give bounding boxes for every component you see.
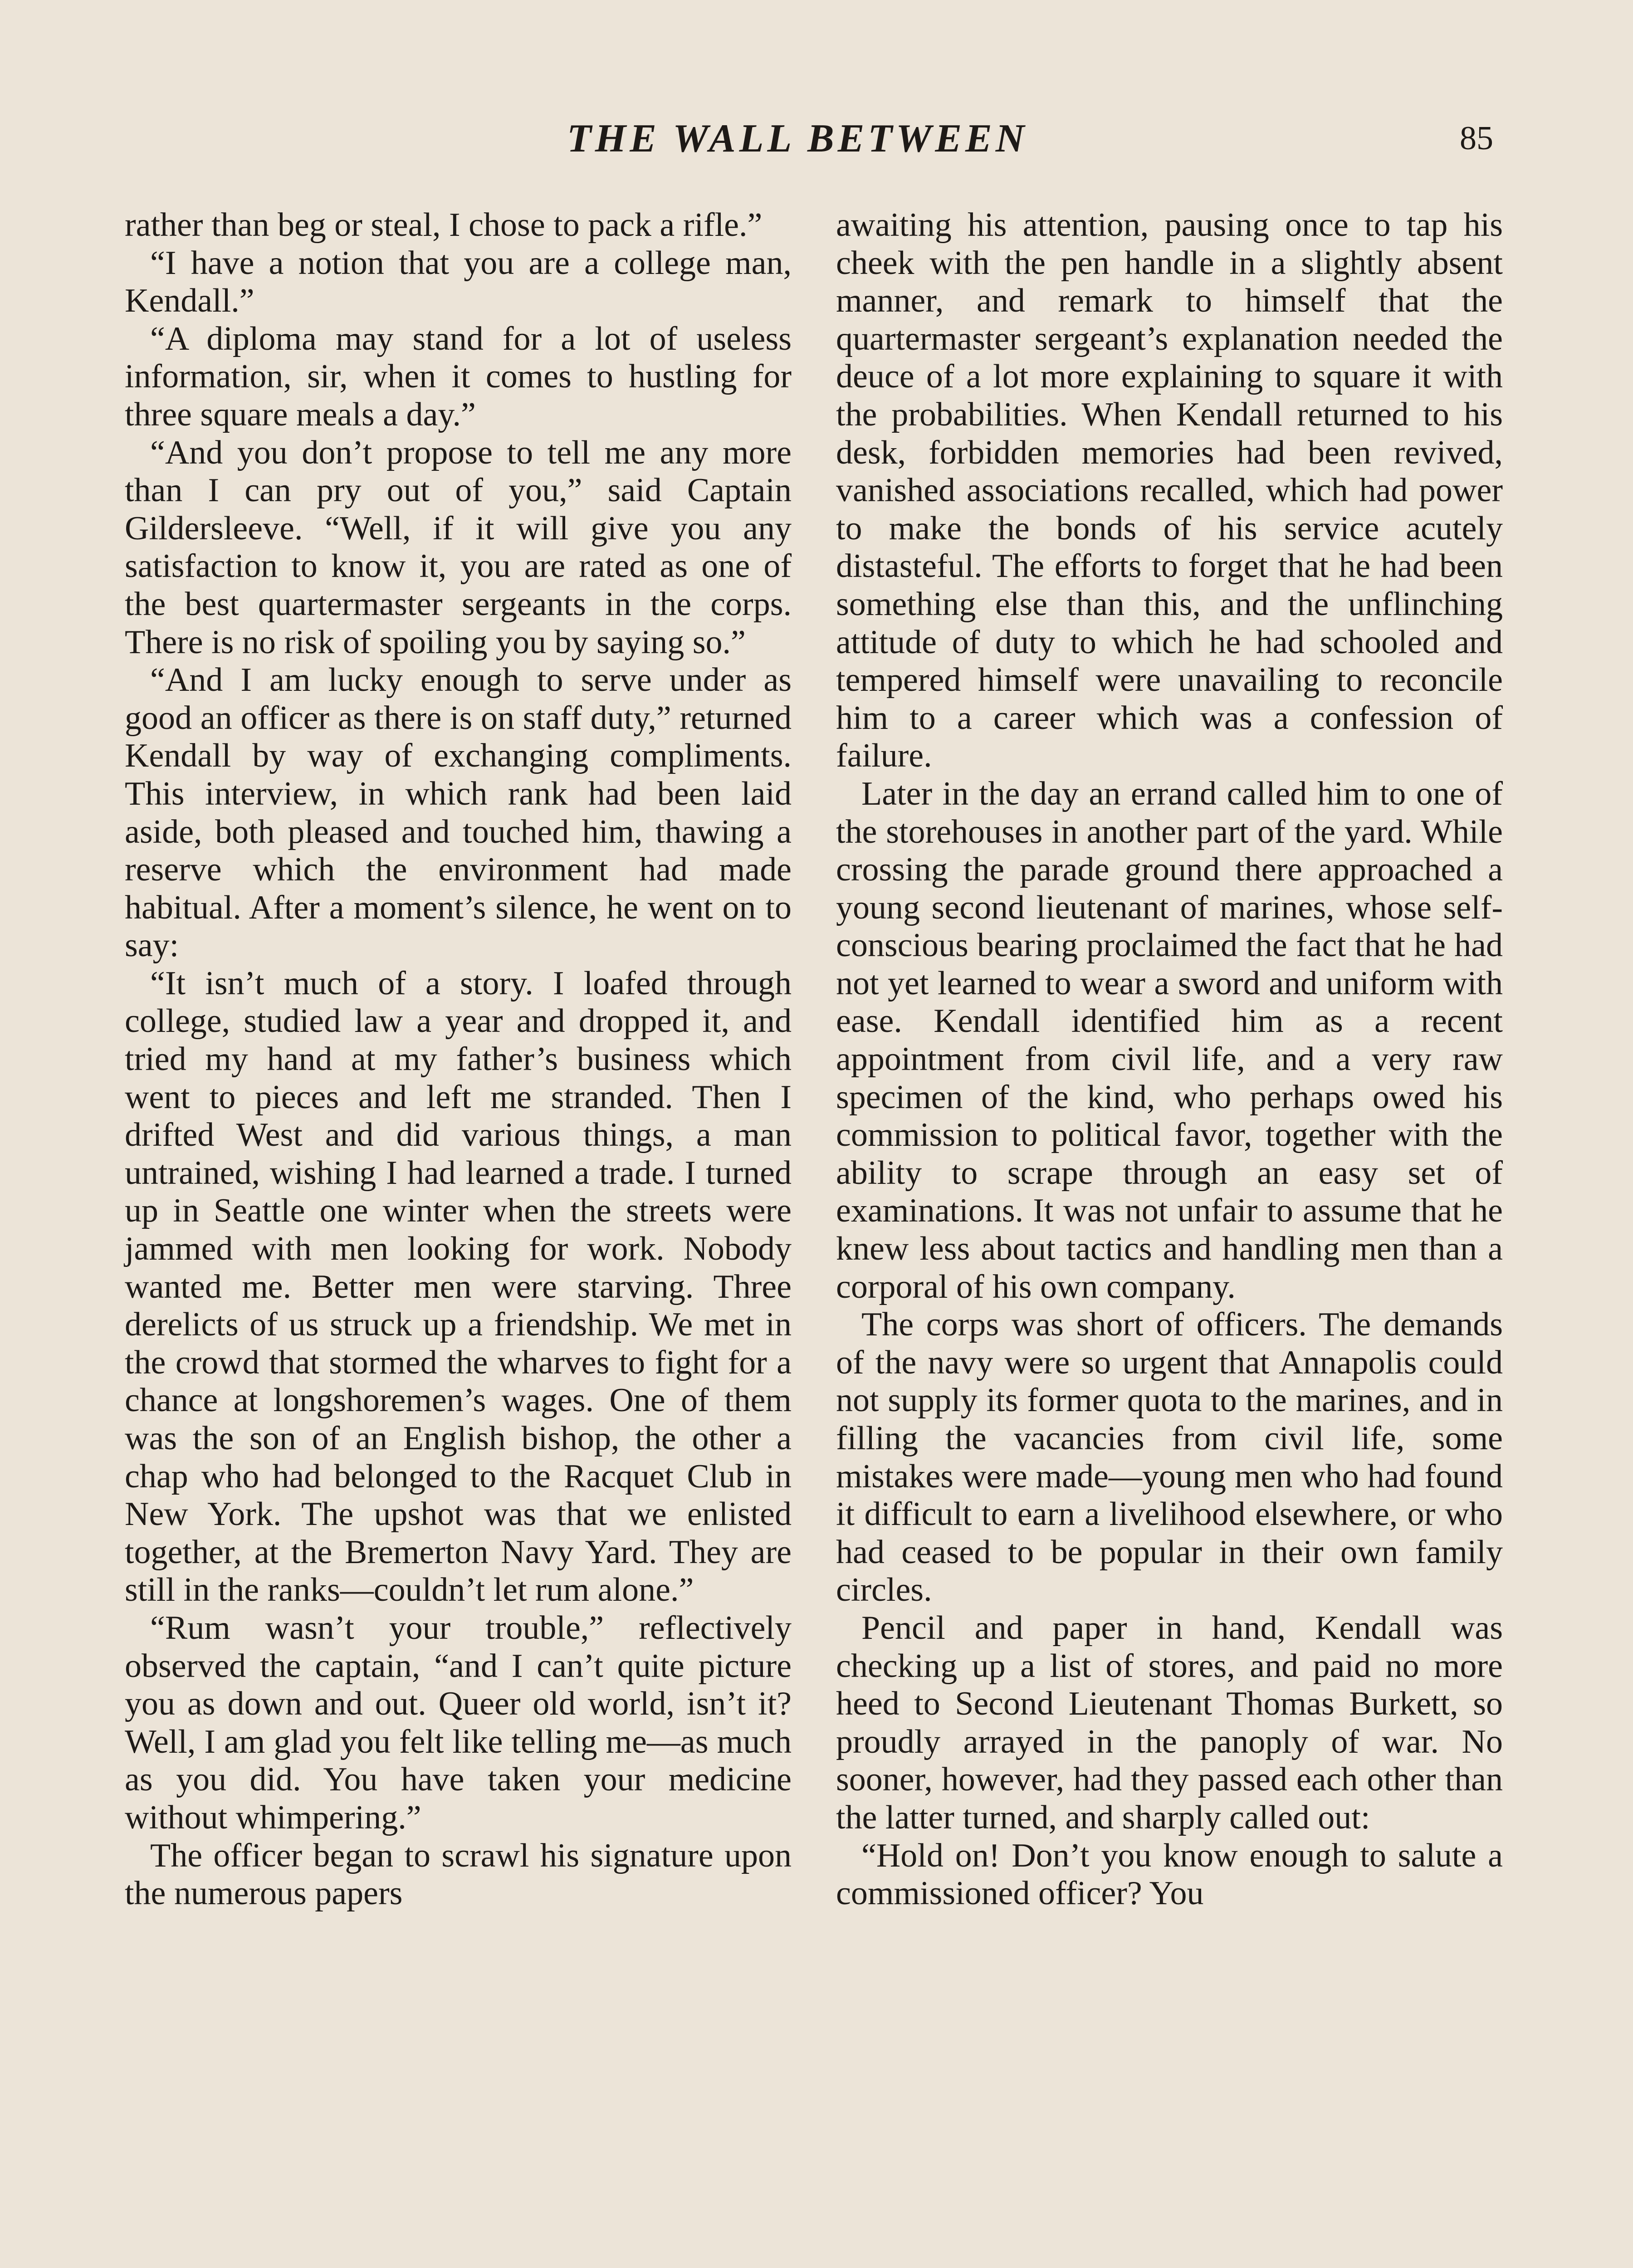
paragraph: The corps was short of officers. The demands of the navy were so urgent that Annapolis could not supply its former quota to the marines, and in filling the vacancies from civil life, some mistakes were made—young men who had found it difficult to earn a livelihood elsewhere, or who had ceased to be popular in their own family circles. [836,1306,1503,1609]
paragraph: “I have a notion that you are a college man, Kendall.” [125,244,792,320]
paragraph: “Hold on! Don’t you know enough to salute a commissioned officer? You [836,1837,1503,1912]
paragraph: “It isn’t much of a story. I loafed through college, studied law a year and dropped it, and tried my hand at my father’s business which went to pieces and left me stranded. Then I drifted West and did various things, a man untrained, wishing I had learned a trade. I turned up in Seattle one winter when the streets were jammed with men looking for work. Nobody wanted me. Better men were starving. Three derelicts of us struck up a friendship. We met in the crowd that stormed the wharves to fight for a chance at longshoremen’s wages. One of them was the son of an English bishop, the other a chap who had belonged to the Racquet Club in New York. The upshot was that we enlisted together, at the Bremerton Navy Yard. They are still in the ranks—couldn’t let rum alone.” [125,964,792,1609]
paragraph: “And you don’t propose to tell me any more than I can pry out of you,” said Captain Gildersleeve. “Well, if it will give you any satisfaction to know it, you are rated as one of the best quartermaster sergeants in the corps. There is no risk of spoiling you by saying so.” [125,434,792,661]
paragraph: Later in the day an errand called him to one of the storehouses in another part of the yard. While crossing the parade ground there approached a young second lieutenant of marines, whose self-conscious bearing proclaimed the fact that he had not yet learned to wear a sword and uniform with ease. Kendall identified him as a recent appointment from civil life, and a very raw specimen of the kind, who perhaps owed his commission to political favor, together with the ability to scrape through an easy set of examinations. It was not unfair to assume that he knew less about tactics and handling men than a corporal of his own company. [836,775,1503,1305]
paragraph: awaiting his attention, pausing once to tap his cheek with the pen handle in a slightly absent manner, and remark to himself that the quartermaster sergeant’s explanation needed the deuce of a lot more explaining to square it with the probabilities. When Kendall returned to his desk, forbidden memories had been revived, vanished associations recalled, which had power to make the bonds of his service acutely distasteful. The efforts to forget that he had been something else than this, and the unflinching attitude of duty to which he had schooled and tempered himself were unavailing to reconcile him to a career which was a confession of failure. [836,206,1503,775]
paragraph: “And I am lucky enough to serve under as good an officer as there is on staff duty,” returned Kendall by way of exchanging compliments. This interview, in which rank had been laid aside, both pleased and touched him, thawing a reserve which the environment had made habitual. After a moment’s silence, he went on to say: [125,661,792,964]
left-column [125,206,792,1913]
paragraph: The officer began to scrawl his signature upon the numerous papers [125,1837,792,1912]
page-header [0,116,1633,166]
paragraph: “A diploma may stand for a lot of useless information, sir, when it comes to hustling for three square meals a day.” [125,320,792,433]
page-number: 85 [1460,120,1493,157]
paragraph: rather than beg or steal, I chose to pack a rifle.” [125,206,763,244]
paragraph: Pencil and paper in hand, Kendall was checking up a list of stores, and paid no more heed to Second Lieutenant Thomas Burkett, so proudly arrayed in the panoply of war. No sooner, however, had they passed each other than the latter turned, and sharply called out: [836,1609,1503,1836]
running-title: THE WALL BETWEEN [567,117,1028,161]
paragraph: “Rum wasn’t your trouble,” reflectively observed the captain, “and I can’t quite picture you as down and out. Queer old world, isn’t it? Well, I am glad you felt like telling me—as much as you did. You have taken your medicine without whimpering.” [125,1609,792,1836]
right-column [836,206,1503,1913]
